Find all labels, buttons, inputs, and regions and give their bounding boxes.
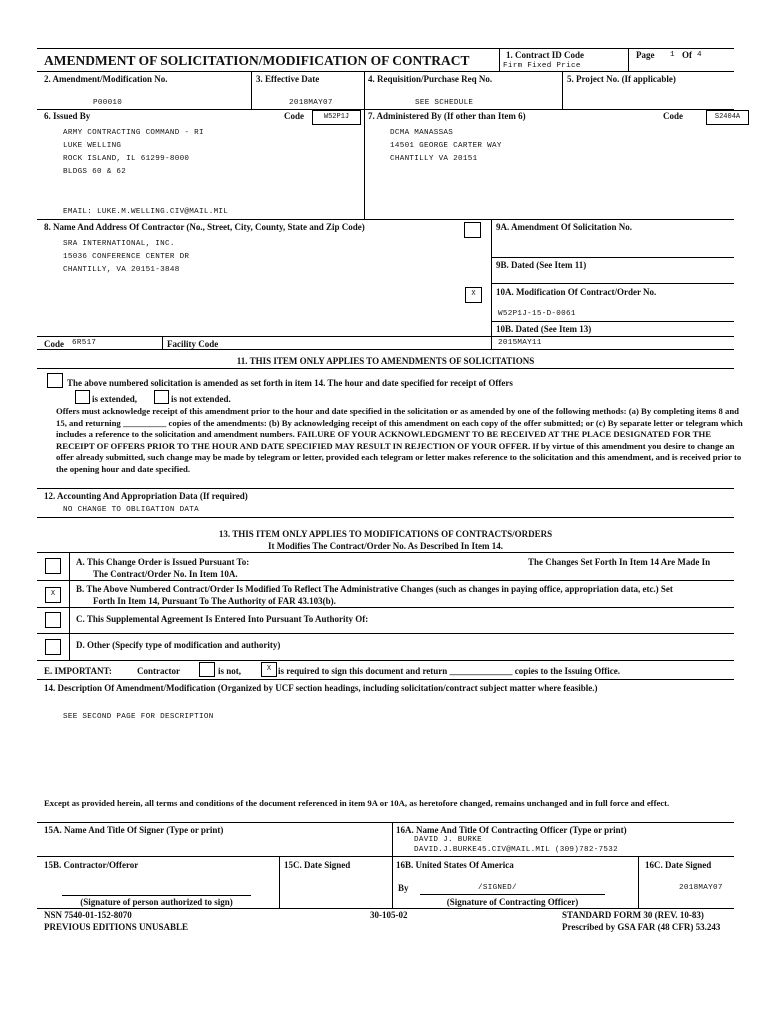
item10a-label: 10A. Modification Of Contract/Order No. xyxy=(496,287,657,297)
item13a-right: The Changes Set Forth In Item 14 Are Made In xyxy=(528,557,711,567)
item10a-value: W52P1J-15-D-0061 xyxy=(498,310,576,318)
item12-value: NO CHANGE TO OBLIGATION DATA xyxy=(63,506,199,514)
administered-by-line: 14501 GEORGE CARTER WAY xyxy=(390,142,502,150)
effective-date-value: 2018MAY07 xyxy=(289,99,333,107)
item15b-signature-label: (Signature of person authorized to sign) xyxy=(80,897,233,907)
is-required-label: is required to sign this document and return ______________ copies to the Issuing Office. xyxy=(278,666,621,676)
item13c-checkbox[interactable] xyxy=(45,612,61,628)
page-label: Page xyxy=(636,50,655,60)
item13-heading: 13. THIS ITEM ONLY APPLIES TO MODIFICATIONS OF CONTRACTS/ORDERS xyxy=(218,529,553,539)
item16c-label: 16C. Date Signed xyxy=(645,860,712,870)
not-extended-checkbox[interactable] xyxy=(154,390,169,404)
project-no-label: 5. Project No. (If applicable) xyxy=(567,74,676,84)
contract-id-code-label: 1. Contract ID Code xyxy=(506,50,584,60)
important-label: E. IMPORTANT: xyxy=(44,666,112,676)
item13a-line2: The Contract/Order No. In Item 10A. xyxy=(93,569,238,579)
form-title: AMENDMENT OF SOLICITATION/MODIFICATION OF CONTRACT xyxy=(44,53,470,68)
page-total: 4 xyxy=(697,51,702,59)
item9-checkbox[interactable] xyxy=(464,222,481,238)
nsn-label: NSN 7540-01-152-8070 xyxy=(44,910,132,920)
contractor-code-label: Code xyxy=(44,339,64,349)
by-label: By xyxy=(398,883,409,893)
amendment-no-label: 2. Amendment/Modification No. xyxy=(44,74,168,84)
issued-by-code-label: Code xyxy=(284,111,304,121)
important-contractor: Contractor xyxy=(137,666,180,676)
item13a-line1: A. This Change Order is Issued Pursuant To: xyxy=(76,557,250,567)
requisition-value: SEE SCHEDULE xyxy=(415,99,474,107)
item13b-line2: Forth In Item 14, Pursuant To The Authority of FAR 43.103(b). xyxy=(93,596,336,606)
item11-checkbox[interactable] xyxy=(47,373,63,388)
contractor-code-value: 6R517 xyxy=(72,339,97,347)
item13d-checkbox[interactable] xyxy=(45,639,61,655)
item13d-line: D. Other (Specify type of modification and authority) xyxy=(76,640,281,650)
item13b-checkbox[interactable]: X xyxy=(45,587,61,603)
is-extended-label: is extended, xyxy=(92,394,137,404)
administered-by-code-label: Code xyxy=(663,111,683,121)
except-text: Except as provided herein, all terms and conditions of the document referenced in item 9A or 10A, as heretofore changed, remains unchanged and in full force and effect. xyxy=(44,798,670,808)
item13b-line1: B. The Above Numbered Contract/Order Is Modified To Reflect The Administrative Changes (such as changes in paying office, appropriation data, etc.) Set xyxy=(76,584,673,594)
item9b-label: 9B. Dated (See Item 11) xyxy=(496,260,587,270)
issued-by-line: ARMY CONTRACTING COMMAND - RI xyxy=(63,129,204,137)
previous-editions-label: PREVIOUS EDITIONS UNUSABLE xyxy=(44,922,189,932)
item15b-label: 15B. Contractor/Offeror xyxy=(44,860,139,870)
signed-value: /SIGNED/ xyxy=(478,884,517,892)
page-number: 1 xyxy=(670,51,675,59)
item11-heading: 11. THIS ITEM ONLY APPLIES TO AMENDMENTS OF SOLICITATIONS xyxy=(236,356,535,366)
item13c-line: C. This Supplemental Agreement Is Entered Into Pursuant To Authority Of: xyxy=(76,614,369,624)
amendment-no-value: P00010 xyxy=(93,99,123,107)
item10b-label: 10B. Dated (See Item 13) xyxy=(496,324,592,334)
item16b-signature-label: (Signature of Contracting Officer) xyxy=(446,897,579,907)
issued-by-email: EMAIL: LUKE.M.WELLING.CIV@MAIL.MIL xyxy=(63,208,229,216)
contractor-line: CHANTILLY, VA 20151-3848 xyxy=(63,266,180,274)
item12-label: 12. Accounting And Appropriation Data (If required) xyxy=(44,491,248,501)
standard-form-label: STANDARD FORM 30 (REV. 10-83) xyxy=(562,910,704,920)
issued-by-line: ROCK ISLAND, IL 61299-8000 xyxy=(63,155,190,163)
is-extended-checkbox[interactable] xyxy=(75,390,90,404)
item14-label: 14. Description Of Amendment/Modification (Organized by UCF section headings, including solicitation/contract subject matter where feasible.) xyxy=(44,683,598,693)
item16b-label: 16B. United States Of America xyxy=(396,860,514,870)
item14-value: SEE SECOND PAGE FOR DESCRIPTION xyxy=(63,713,214,721)
contractor-line: 15036 CONFERENCE CENTER DR xyxy=(63,253,190,261)
issued-by-label: 6. Issued By xyxy=(44,111,91,121)
of-label: Of xyxy=(682,50,692,60)
item15c-label: 15C. Date Signed xyxy=(284,860,351,870)
effective-date-label: 3. Effective Date xyxy=(256,74,320,84)
not-extended-label: is not extended. xyxy=(171,394,231,404)
is-not-checkbox[interactable] xyxy=(199,662,215,677)
contractor-line: SRA INTERNATIONAL, INC. xyxy=(63,240,175,248)
issued-by-code-box: W52P1J xyxy=(312,110,361,125)
issued-by-line: BLDGS 60 & 62 xyxy=(63,168,127,176)
item9a-label: 9A. Amendment Of Solicitation No. xyxy=(496,222,632,232)
administered-by-code-box: S2404A xyxy=(706,110,749,125)
issued-by-line: LUKE WELLING xyxy=(63,142,122,150)
item10-checkbox[interactable]: X xyxy=(465,287,482,303)
administered-by-line: DCMA MANASSAS xyxy=(390,129,454,137)
is-required-checkbox[interactable]: X xyxy=(261,662,277,677)
item15a-label: 15A. Name And Title Of Signer (Type or print) xyxy=(44,825,224,835)
administered-by-line: CHANTILLY VA 20151 xyxy=(390,155,478,163)
item16a-label: 16A. Name And Title Of Contracting Officer (Type or print) xyxy=(396,825,627,835)
contractor-label: 8. Name And Address Of Contractor (No., Street, City, County, State and Zip Code) xyxy=(44,222,365,232)
requisition-label: 4. Requisition/Purchase Req No. xyxy=(368,74,493,84)
item16a-contact: DAVID.J.BURKE45.CIV@MAIL.MIL (309)782-7532 xyxy=(414,846,618,854)
item11-line1: The above numbered solicitation is amended as set forth in item 14. The hour and date specified for receipt of Offers xyxy=(67,378,513,388)
item16c-value: 2018MAY07 xyxy=(679,884,723,892)
item11-paragraph: Offers must acknowledge receipt of this amendment prior to the hour and date specified in the solicitation or as amended by one of the following methods: (a) By completing items 8 and 15, and returning __________ copies of the amendments: (b) By acknowledging receipt of this amendment on each copy of the offer submitted; or (c) By separate letter or telegram which includes a reference to the solicitation and amendment numbers. FAILURE OF YOUR ACKNOWLEDGMENT TO BE RECEIVED AT THE PLACE DESIGNATED FOR THE RECEIPT OF OFFERS PRIOR TO THE HOUR AND DATE SPECIFIED MAY RESULT IN REJECTION OF YOUR OFFER. If by virtue of this amendment you desire to change an offer already submitted, such change may be made by telegram or letter, provided each telegram or letter makes reference to the solicitation and this amendment, and is received prior to the opening hour and date specified. xyxy=(56,406,743,474)
form-number-center: 30-105-02 xyxy=(370,910,408,920)
item10b-value: 2015MAY11 xyxy=(498,339,542,347)
contract-id-code-value: Firm Fixed Price xyxy=(503,62,581,70)
item13a-checkbox[interactable] xyxy=(45,558,61,574)
item16a-name: DAVID J. BURKE xyxy=(414,836,482,844)
facility-code-label: Facility Code xyxy=(167,339,219,349)
administered-by-label: 7. Administered By (If other than Item 6) xyxy=(368,111,526,121)
prescribed-label: Prescribed by GSA FAR (48 CFR) 53.243 xyxy=(562,922,721,932)
is-not-label: is not, xyxy=(218,666,242,676)
item13-subheading: It Modifies The Contract/Order No. As Described In Item 14. xyxy=(268,541,503,551)
